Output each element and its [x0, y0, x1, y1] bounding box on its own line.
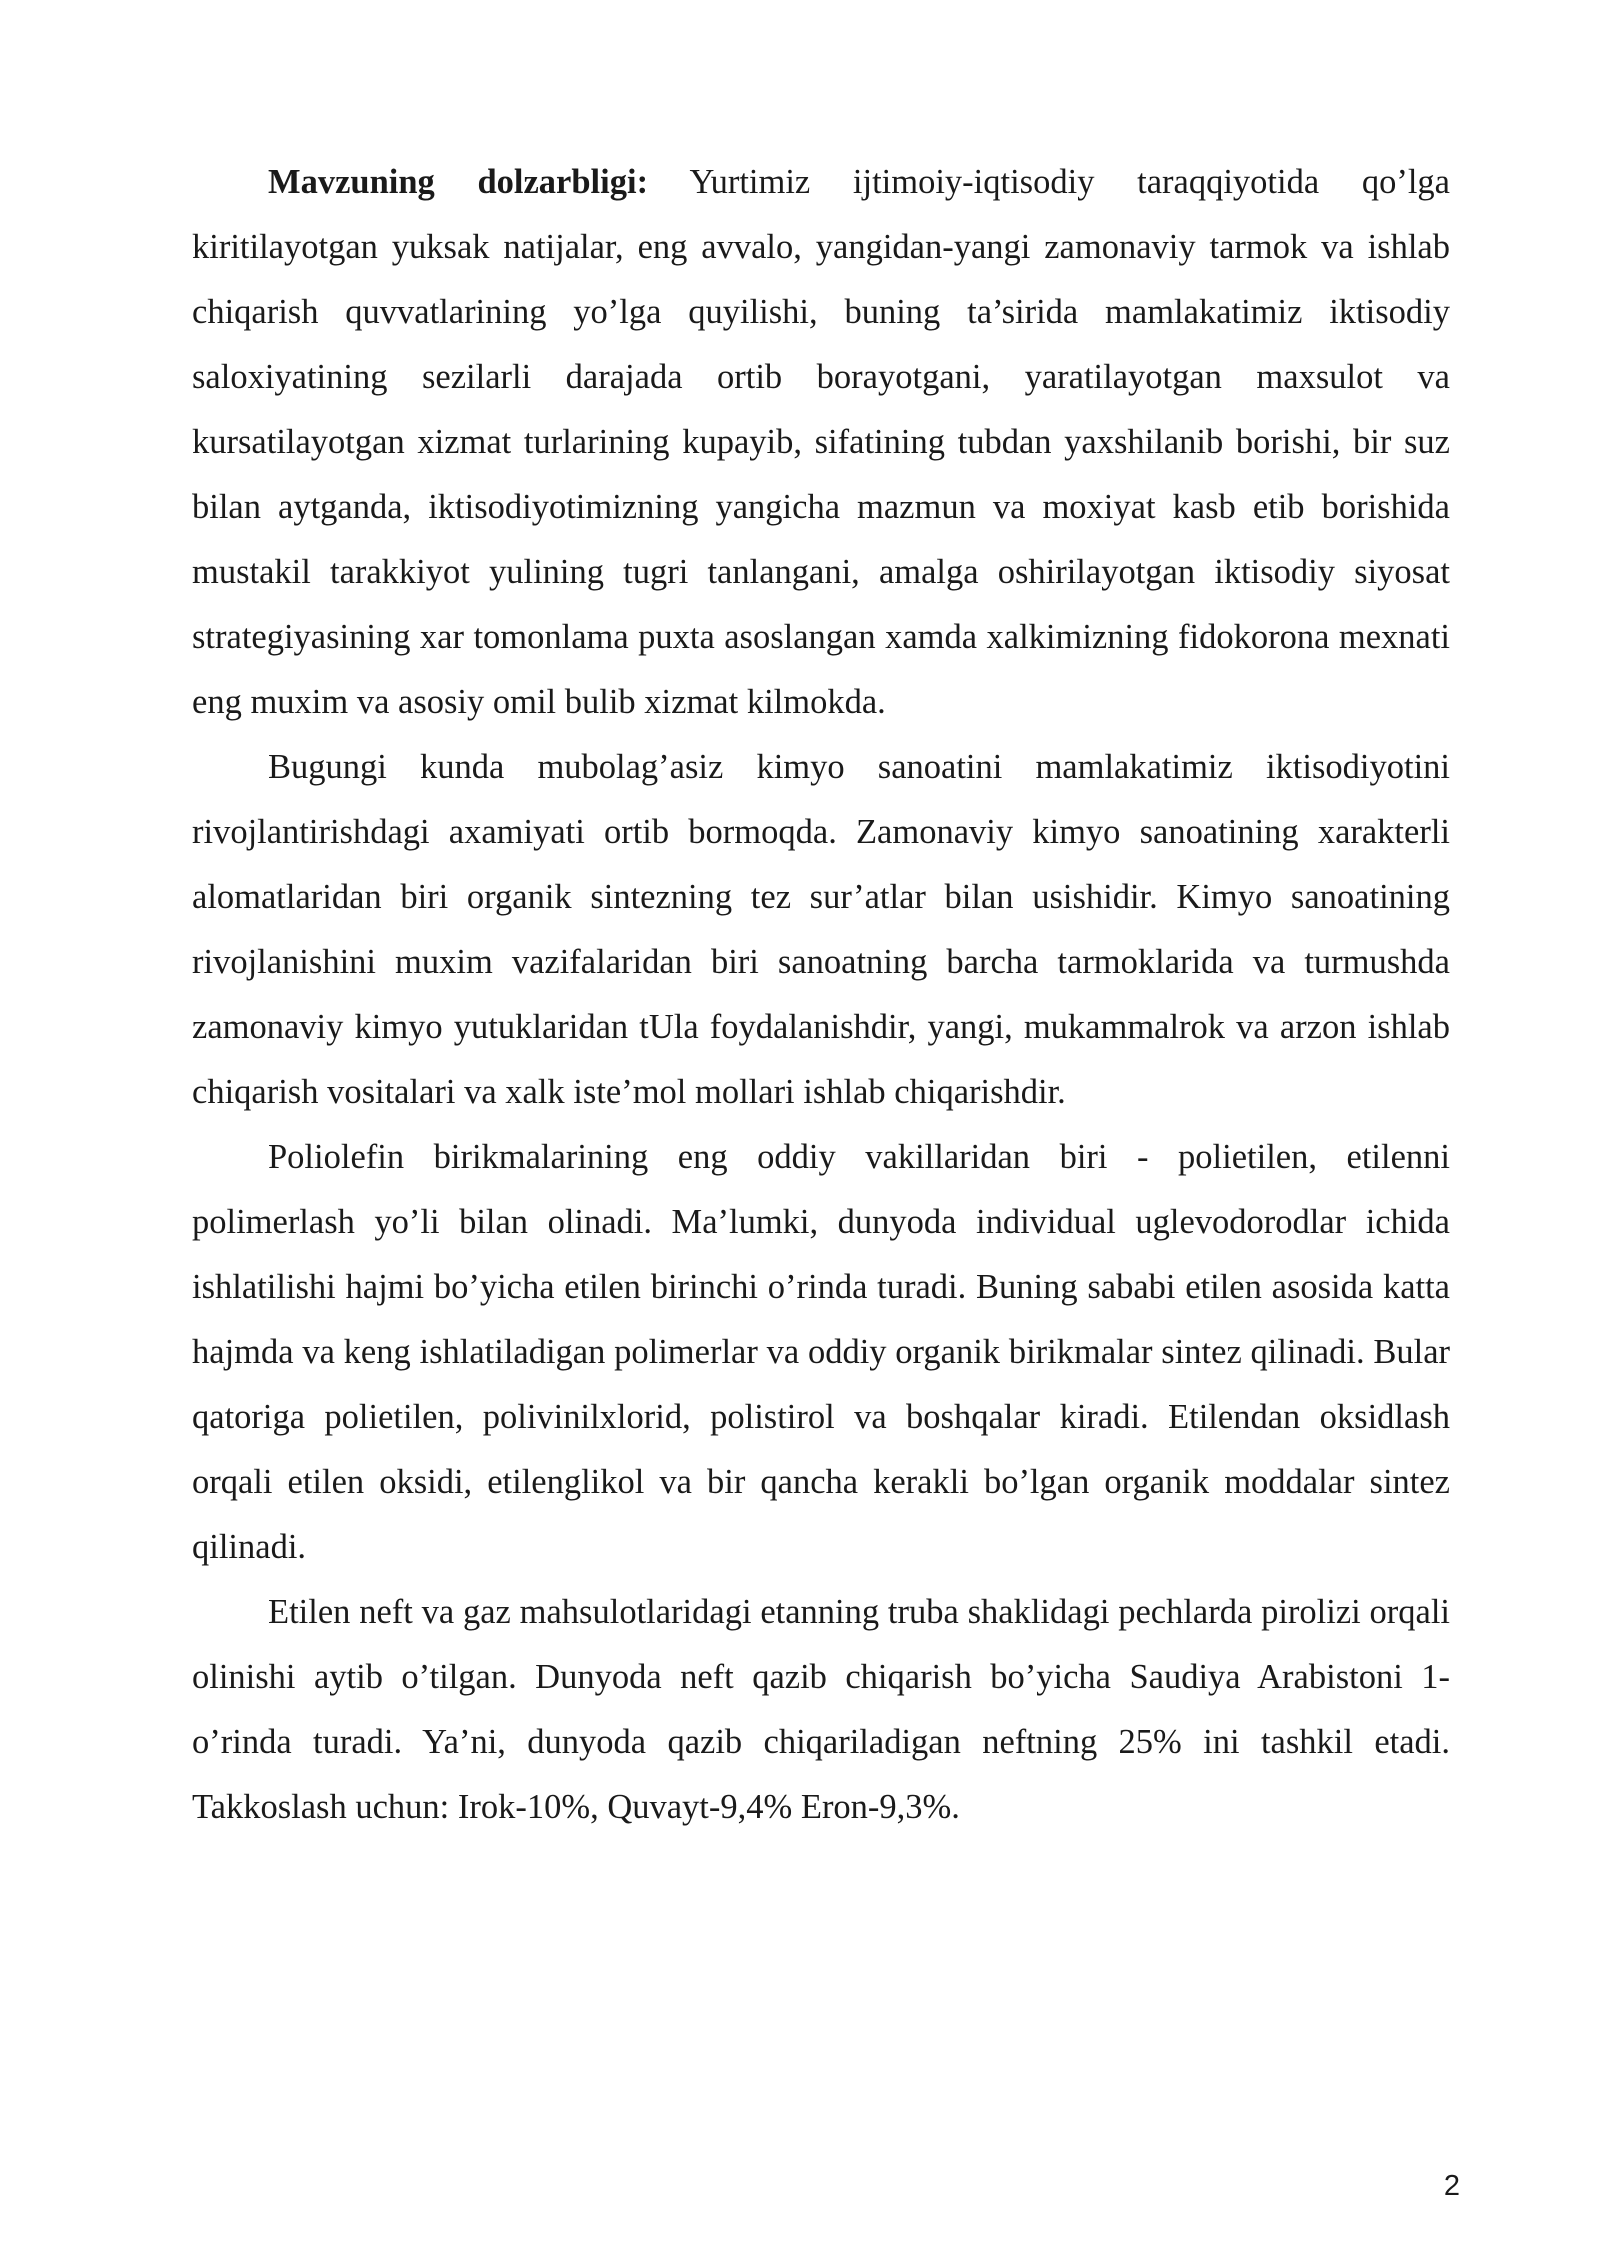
- relevance-text: Yurtimiz ijtimoiy-iqtisodiy taraqqiyotida qo’lga kiritilayotgan yuksak natijalar, eng avvalo, yangidan-yangi zamonaviy tarmok va ishlab chiqarish quvvatlarining yo’lga quyilishi, buning ta’sirida mamlakatimiz iktisodiy saloxiyatining sezilarli darajada ortib borayotgani, yaratilayotgan maxsulot va kursatilayotgan xizmat turlarining kupayib, sifatining tubdan yaxshilanib borishi, bir suz bilan aytganda, iktisodiyotimizning yangicha mazmun va moxiyat kasb etib borishida mustakil tarakkiyot yulining tugri tanlangani, amalga oshirilayotgan iktisodiy siyosat strategiyasining xar tomonlama puxta asoslangan xamda xalkimizning fidokorona mexnati eng muxim va asosiy omil bulib xizmat kilmokda.: [192, 163, 1450, 721]
- paragraph-relevance: [192, 150, 1450, 735]
- paragraph-ethylene-pyrolysis: Etilen neft va gaz mahsulotlaridagi etanning truba shaklidagi pechlarda pirolizi orqali olinishi aytib o’tilgan. Dunyoda neft qazib chiqarish bo’yicha Saudiya Arabistoni 1-o’rinda turadi. Ya’ni, dunyoda qazib chiqariladigan neftning 25% ini tashkil etadi. Takkoslash uchun: Irok-10%, Quvayt-9,4% Eron-9,3%.: [192, 1593, 1450, 1826]
- paragraph-chemical-industry: Bugungi kunda mubolag’asiz kimyo sanoatini mamlakatimiz iktisodiyotini rivojlantirishdagi axamiyati ortib bormoqda. Zamonaviy kimyo sanoatining xarakterli alomatlaridan biri organik sintezning tez sur’atlar bilan usishidir. Kimyo sanoatining rivojlanishini muxim vazifalaridan biri sanoatning barcha tarmoklarida va turmushda zamonaviy kimyo yutuklaridan tUla foydalanishdir, yangi, mukammalrok va arzon ishlab chiqarish vositalari va xalk iste’mol mollari ishlab chiqarishdir.: [192, 748, 1450, 1111]
- relevance-heading: Mavzuning dolzarbligi:: [268, 163, 649, 201]
- paragraph-polyolefin: Poliolefin birikmalarining eng oddiy vakillaridan biri - polietilen, etilenni polimerlash yo’li bilan olinadi. Ma’lumki, dunyoda individual uglevodorodlar ichida ishlatilishi hajmi bo’yicha etilen birinchi o’rinda turadi. Buning sababi etilen asosida katta hajmda va keng ishlatiladigan polimerlar va oddiy organik birikmalar sintez qilinadi. Bular qatoriga polietilen, polivinilxlorid, polistirol va boshqalar kiradi. Etilendan oksidlash orqali etilen oksidi, etilenglikol va bir qancha kerakli bo’lgan organik moddalar sintez qilinadi.: [192, 1138, 1450, 1566]
- page-number: 2: [1443, 2170, 1460, 2202]
- document-body: [192, 150, 1450, 1840]
